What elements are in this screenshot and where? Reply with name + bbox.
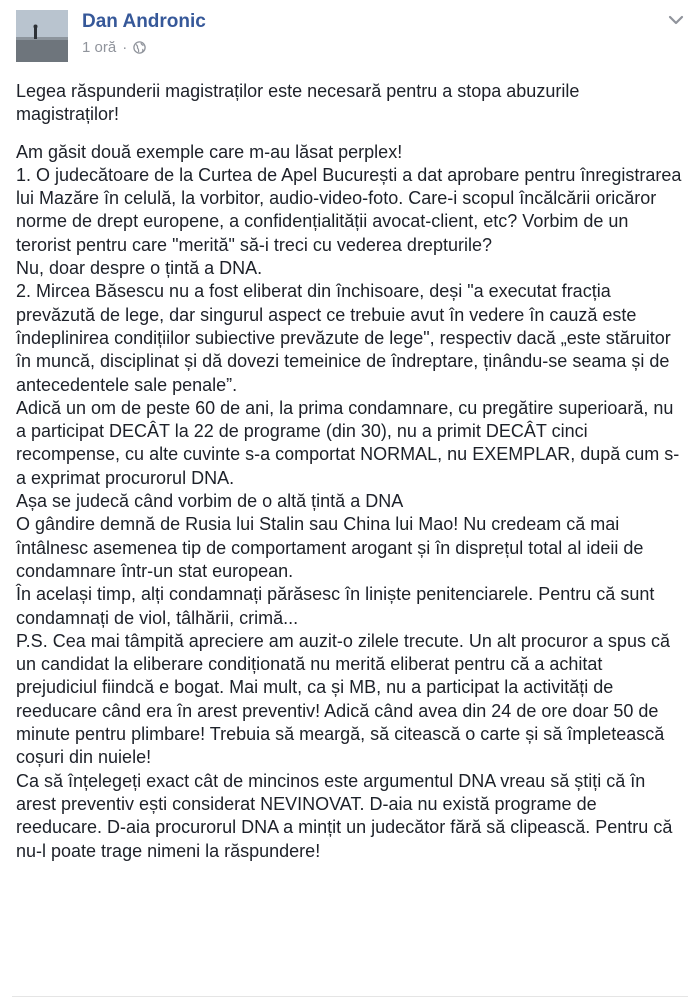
meta-separator: · — [122, 39, 128, 56]
post-timestamp[interactable]: 1 oră — [82, 39, 117, 56]
chevron-down-icon[interactable] — [664, 10, 688, 30]
post-body — [16, 80, 686, 863]
post-divider — [12, 996, 688, 997]
post-paragraph: Am găsit două exemple care m-au lăsat perplex! 1. O judecătoare de la Curtea de Apel București a dat aprobare pentru înregistrarea lui Mazăre în celulă, la vorbitor, audio-video-foto. Care-i scopul încălcării oricăror norme de drept europene, a confidențialității avocat-client, etc? Vorbim de un terorist pentru care "merită" să-i treci cu vederea drepturile? Nu, doar despre o țintă a DNA. 2. Mircea Băsescu nu a fost eliberat din închisoare, deși "a executat fracția prevăzută de lege, dar singurul aspect ce trebuie avut în vedere în cauză este îndeplinirea condițiilor subiective prevăzute de lege", respectiv dacă „este stăruitor în muncă, disciplinat și dă dovezi temeinice de îndreptare, ținându-se seama și de antecedentele sale penale”. Adică un om de peste 60 de ani, la prima condamnare, cu pregătire superioară, nu a participat DECÂT la 22 de programe (din 30), nu a primit DECÂT cinci recompense, cu alte cuvinte s-a comportat NORMAL, nu EXEMPLAR, după cum s-a exprimat procurorul DNA. Așa se judecă când vorbim de o altă țintă a DNA O gândire demnă de Rusia lui Stalin sau China lui Mao! Nu credeam că mai întâlnesc asemenea tip de comportament arogant și în disprețul total al ideii de condamnare într-un stat european. În același timp, alți condamnați părăsesc în liniște penitenciarele. Pentru că sunt condamnați de viol, tâlhării, crimă... P.S. Cea mai tâmpită apreciere am auzit-o zilele trecute. Un alt procuror a spus că un candidat la eliberare condiționată nu merită eliberat pentru că a achitat prejudiciul fiindcă e bogat. Mai mult, ca și MB, nu a participat la activități de reeducare când era în arest preventiv! Adică când avea din 24 de ore doar 50 de minute pentru plimbare! Trebuia să meargă, să citească o carte și să împletească coșuri din nuiele! Ca să înțelegeți exact cât de mincinos este argumentul DNA vreau să știți că în arest preventiv ești considerat NEVINOVAT. D-aia nu există programe de reeducare. D-aia procurorul DNA a mințit un judecător fără să clipească. Pentru că nu-l poate trage nimeni la răspundere! — [16, 141, 682, 861]
avatar-photo-icon — [16, 10, 68, 62]
author-name-link[interactable]: Dan Andronic — [82, 11, 206, 32]
post-meta — [82, 39, 146, 56]
avatar[interactable] — [16, 10, 68, 62]
globe-icon[interactable] — [133, 41, 146, 54]
post-paragraph: Legea răspunderii magistraților este necesară pentru a stopa abuzurile magistraților! — [16, 81, 580, 125]
